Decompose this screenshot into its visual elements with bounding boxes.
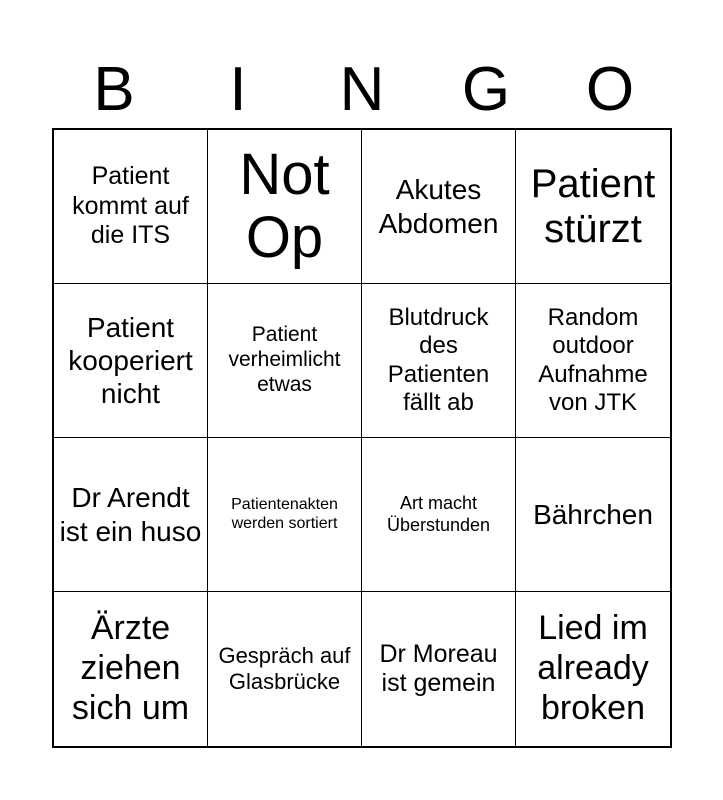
bingo-cell-13[interactable] (54, 592, 208, 746)
cell-text: Patient verheimlicht etwas (228, 323, 341, 396)
bingo-cell-7[interactable] (362, 284, 516, 438)
cell-text: Random outdoor Aufnahme von JTK (538, 303, 648, 416)
bingo-cell-2[interactable] (208, 130, 362, 284)
bingo-header (52, 52, 672, 128)
header-letter-i: I (229, 55, 247, 124)
bingo-cell-9[interactable] (54, 438, 208, 592)
header-letter-b: B (93, 55, 135, 124)
cell-text: Gespräch auf Glasbrücke (218, 643, 351, 694)
cell-text: Lied im already broken (537, 609, 649, 727)
cell-text: Ärzte ziehen sich um (71, 609, 190, 727)
cell-text: Patient stürzt (530, 161, 656, 251)
bingo-cell-12[interactable] (516, 438, 670, 592)
bingo-cell-5[interactable] (54, 284, 208, 438)
header-letter-g: G (461, 55, 511, 124)
bingo-cell-4[interactable] (516, 130, 670, 284)
bingo-cell-15[interactable] (362, 592, 516, 746)
header-letter-o: O (585, 55, 635, 124)
cell-text: Patientenakten werden sortiert (231, 495, 338, 532)
cell-text: Blutdruck des Patienten fällt ab (387, 303, 490, 416)
cell-text: Bährchen (533, 498, 653, 530)
cell-text: Patient kommt auf die ITS (72, 162, 189, 250)
cell-text: Not Op (239, 141, 330, 270)
bingo-cell-3[interactable] (362, 130, 516, 284)
cell-text: Dr Moreau ist gemein (379, 639, 498, 697)
bingo-cell-10[interactable] (208, 438, 362, 592)
cell-text: Art macht Überstunden (386, 493, 491, 535)
cell-text: Patient kooperiert nicht (68, 311, 193, 410)
bingo-cell-1[interactable] (54, 130, 208, 284)
bingo-cell-16[interactable] (516, 592, 670, 746)
bingo-cell-6[interactable] (208, 284, 362, 438)
bingo-board (52, 128, 672, 748)
cell-text: Dr Arendt ist ein huso (59, 482, 202, 547)
bingo-cell-8[interactable] (516, 284, 670, 438)
header-letter-n: N (339, 55, 385, 124)
bingo-cell-11[interactable] (362, 438, 516, 592)
cell-text: Akutes Abdomen (378, 174, 499, 239)
bingo-cell-14[interactable] (208, 592, 362, 746)
